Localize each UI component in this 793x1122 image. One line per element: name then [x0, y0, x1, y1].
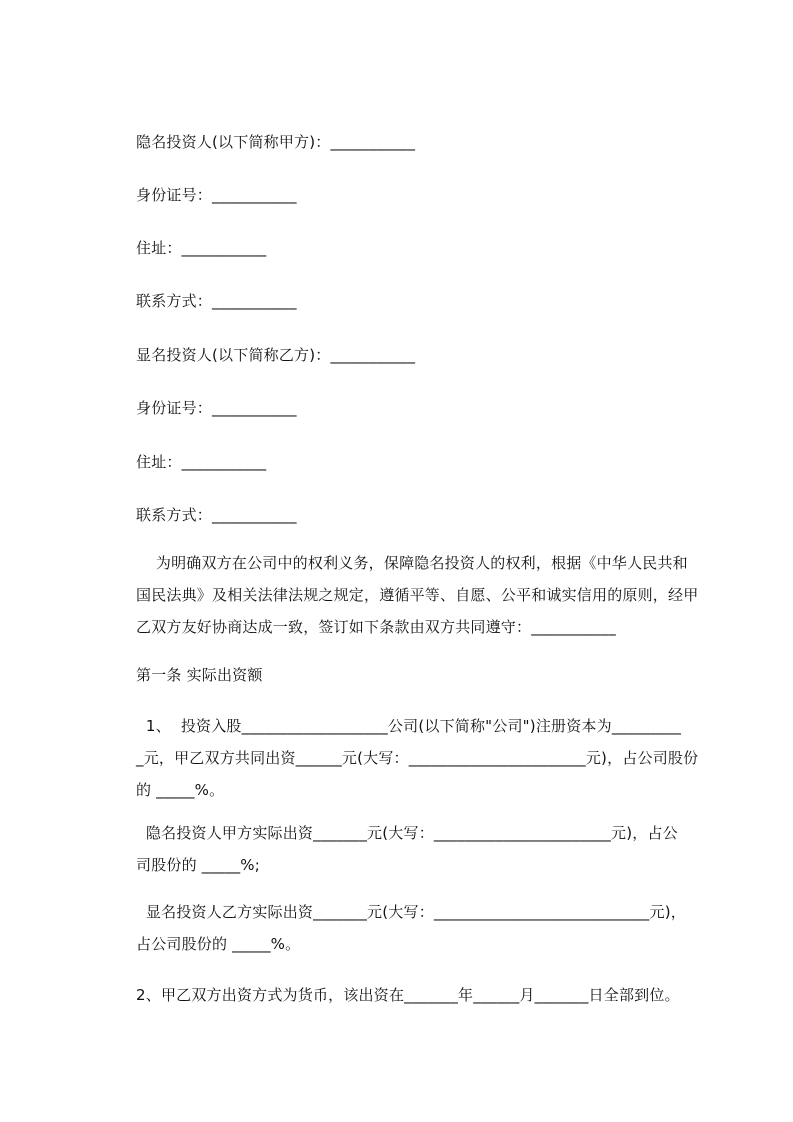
- preamble-paragraph: [136, 553, 716, 649]
- clause-1-line: 的 _____%。: [136, 781, 225, 799]
- clause-1-party-b-paragraph: [136, 902, 716, 966]
- preamble-line: 为明确双方在公司中的权利义务，保障隐名投资人的权利，根据《中华人民共和: [136, 554, 688, 572]
- party-b-id-number: 身份证号：___________: [136, 399, 297, 417]
- party-a-id-number: 身份证号：___________: [136, 186, 297, 204]
- party-b-address: 住址：___________: [136, 453, 267, 471]
- party-a-title: 隐名投资人(以下简称甲方)：___________: [136, 133, 416, 151]
- clause-1-party-b-line: 显名投资人乙方实际出资_______元(大写：____________________________元)，: [136, 903, 686, 921]
- preamble-line: 国民法典》及相关法律法规之规定，遵循平等、自愿、公平和诚实信用的原则，经甲: [136, 586, 699, 604]
- party-a-contact: 联系方式：___________: [136, 292, 297, 310]
- article-1-heading: 第一条 实际出资额: [136, 666, 263, 684]
- clause-1-line: _元，甲乙双方共同出资______元(大写：_______________________元)，占公司股份: [136, 749, 699, 767]
- preamble-line: 乙双方友好协商达成一致，签订如下条款由双方共同遵守：___________: [136, 618, 616, 636]
- clause-1-party-a-line: 司股份的 _____%;: [136, 856, 260, 874]
- clause-1-paragraph: [136, 716, 716, 812]
- party-b-contact: 联系方式：___________: [136, 506, 297, 524]
- clause-1-line: 1、 投资入股___________________公司(以下简称"公司")注册资本为_________: [136, 717, 682, 735]
- clause-1-party-b-line: 占公司股份的 _____%。: [136, 935, 301, 953]
- clause-2-paragraph: 2、甲乙双方出资方式为货币，该出资在_______年______月_______日全部到位。: [136, 986, 680, 1004]
- party-b-title: 显名投资人(以下简称乙方)：___________: [136, 346, 416, 364]
- clause-1-party-a-line: 隐名投资人甲方实际出资_______元(大写：_______________________元)，占公: [136, 824, 678, 842]
- clause-1-party-a-paragraph: [136, 823, 716, 887]
- party-a-address: 住址：___________: [136, 239, 267, 257]
